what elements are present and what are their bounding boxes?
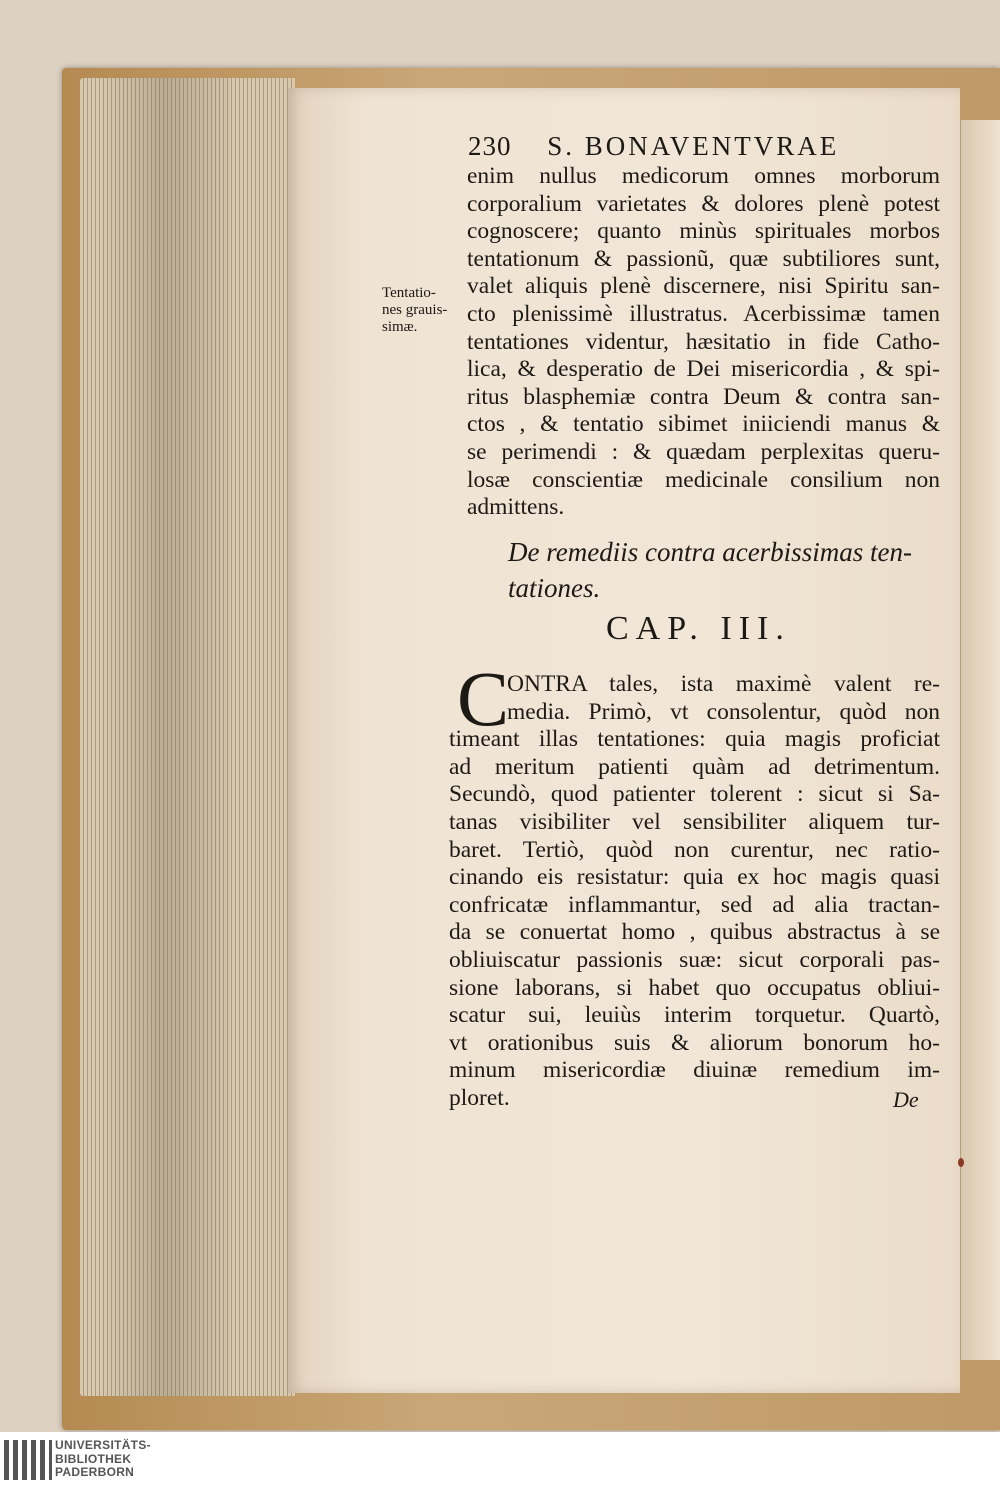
text-line: se perimendi : & quædam perplexitas queru- (467, 438, 940, 465)
paragraph-1 (467, 163, 940, 522)
text-line: obliuiscatur passionis suæ: sicut corporali pas- (449, 946, 940, 973)
section-heading (508, 534, 938, 606)
text-line: media. Primò, vt consolentur, quòd non (507, 698, 940, 725)
text-line: cognoscere; quanto minùs spirituales morbos (467, 218, 940, 245)
text-line: scatur sui, leuiùs interim torquetur. Quartò, (449, 1002, 940, 1029)
text-line: ritus blasphemiæ contra Deum & contra san- (467, 383, 940, 410)
library-logo-text (55, 1439, 151, 1480)
facing-page-edge (960, 120, 1000, 1360)
drop-cap: C (457, 655, 510, 742)
text-line: minum misericordiæ diuinæ remedium im- (449, 1057, 940, 1084)
text-line: sione laborans, si habet quo occupatus obliui- (449, 974, 940, 1001)
text-line: losæ conscientiæ medicinale consilium non (467, 466, 940, 493)
logo-line: PADERBORN (55, 1465, 135, 1479)
text-line: timeant illas tentationes: quia magis proficiat (449, 726, 940, 753)
heading-line: De remediis contra acerbissimas ten- (508, 537, 912, 567)
text-line: tanas visibiliter vel sensibiliter aliquem tur- (449, 808, 940, 835)
logo-line: UNIVERSITÄTS- (55, 1438, 151, 1452)
heading-line: tationes. (508, 573, 601, 603)
text-line: vt orationibus suis & aliorum bonorum ho- (449, 1029, 940, 1056)
text-line: lica, & desperatio de Dei misericordia , & spi- (467, 356, 940, 383)
text-line: baret. Tertiò, quòd non curentur, nec ratio- (449, 836, 940, 863)
margin-note-line: nes grauis- (382, 302, 448, 318)
running-title: S. BONAVENTVRAE (547, 131, 840, 161)
text-line: ad meritum patienti quàm ad detrimentum. (449, 753, 940, 780)
margin-note-line: Tentatio- (382, 285, 436, 301)
text-line: Secundò, quod patienter tolerent : sicut si Sa- (449, 781, 940, 808)
catchword: De (893, 1087, 919, 1112)
margin-note (382, 285, 464, 336)
text-line: ONTRA tales, ista maximè valent re- (507, 671, 940, 697)
margin-note-line: simæ. (382, 319, 418, 335)
text-line: tentationum & passionũ, quæ subtiliores sunt, (467, 245, 940, 272)
text-line: corporalium varietates & dolores plenè potest (467, 190, 940, 217)
paragraph-2 (449, 671, 940, 1113)
text-line: tentationes videntur, hæsitatio in fide Catho- (467, 328, 940, 355)
text-line: ploret. (449, 1084, 510, 1111)
text-line: cinando eis resistatur: quia ex hoc magis quasi (449, 864, 940, 891)
text-line: enim nullus medicorum omnes morborum (467, 163, 940, 189)
text-line: admittens. (467, 494, 565, 521)
running-head (468, 131, 839, 162)
logo-line: BIBLIOTHEK (55, 1451, 132, 1466)
ink-stain (958, 1158, 964, 1167)
page-edges (80, 78, 295, 1396)
page-number: 230 (468, 131, 512, 161)
chapter-title: CAP. III. (606, 610, 791, 647)
text-line: ctos , & tentatio sibimet iniiciendi manus & (467, 411, 940, 438)
library-logo-icon (4, 1440, 52, 1480)
text-line: valet aliquis plenè discernere, nisi Spiritu san- (467, 273, 940, 300)
text-line: da se conuertat homo , quibus abstractus à se (449, 919, 940, 946)
text-line: cto plenissimè illustratus. Acerbissimæ tamen (467, 300, 940, 327)
text-line: confricatæ inflammantur, sed ad alia tractan- (449, 891, 940, 918)
